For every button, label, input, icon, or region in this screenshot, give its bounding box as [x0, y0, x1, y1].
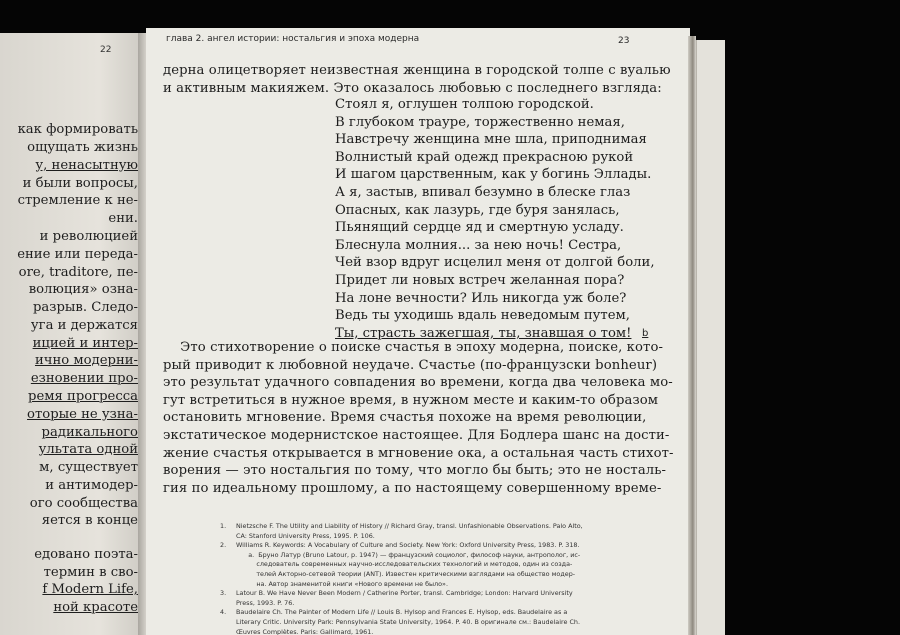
body-line: Это стихотворение о поиске счастья в эпоху модерна, поиске, кото-: [163, 340, 664, 355]
footnote-number: 3.: [220, 589, 227, 598]
footnote-line: [220, 570, 575, 578]
left-text-line: и революцией: [39, 229, 138, 244]
verse-line: Ты, страсть зажегшая, ты, знавшая о том!: [335, 325, 632, 341]
footnote-text: a. Бруно Латур (Bruno Latour, p. 1947) — французский социолог, философ науки, антрополог, ис-: [236, 550, 581, 559]
footnote-line: [220, 599, 294, 607]
footnote-line: [220, 589, 573, 597]
body-line: ворения — это ностальгия по тому, что могло бы быть; это не носталь-: [163, 463, 667, 479]
right-page-number: 23: [618, 36, 630, 46]
left-text-line: и были вопросы,: [22, 176, 138, 191]
verse-line: Волнистый край одежд прекрасною рукой: [335, 149, 634, 165]
footnote-number: 1.: [220, 522, 227, 530]
body-line: рый приводит к любовной неудаче. Счастье (по-французски bonheur): [163, 357, 658, 373]
left-text-line: ично модерни-: [34, 353, 138, 368]
footnote-line: [220, 551, 580, 559]
running-header: глава 2. ангел истории: ностальгия и эпоха модерна: [166, 34, 420, 44]
left-text-line: и антимодер-: [45, 478, 138, 493]
left-text-line: ого сообщества: [29, 496, 138, 511]
footnote-line: [220, 522, 583, 530]
footnote-line: [220, 560, 572, 568]
left-text-line: езновении про-: [30, 371, 138, 386]
left-text-line: стремление к не-: [17, 193, 138, 208]
verse-line: Ведь ты уходишь вдаль неведомым путем,: [335, 308, 630, 324]
body-line: гут встретиться в нужное время, в нужном месте и каким-то образом: [163, 392, 659, 408]
footnote-line: [220, 618, 580, 626]
verse-line: В глубоком трауре, торжественно немая,: [335, 114, 625, 130]
left-text-line: оторые не узна-: [27, 407, 138, 422]
footnote-line: [220, 532, 375, 540]
intro-line: и активным макияжем. Это оказалось любовью с последнего взгляда:: [163, 80, 662, 96]
footnote-line: [220, 580, 448, 588]
body-line: это результат удачного совпадения во времени, когда два человека мо-: [163, 375, 673, 391]
verse-line: Опасных, как лазурь, где буря занялась,: [335, 202, 620, 218]
left-page-number: 22: [100, 45, 112, 55]
left-text-line: ремя прогресса: [28, 389, 138, 404]
left-text-line: разрыв. Следо-: [32, 300, 138, 315]
next-page-edge: [696, 40, 725, 635]
verse-line: Чей взор вдруг исцелил меня от долгой боли,: [335, 255, 655, 271]
verse-line: Стоял я, оглушен толпою городской.: [335, 97, 594, 112]
left-text-line: м, существует: [39, 460, 138, 475]
left-text-line: ной красоте: [53, 600, 138, 615]
body-line: остановить мгновение. Время счастья похоже на время революции,: [163, 410, 647, 426]
left-text-line: уга и держатся: [30, 318, 138, 333]
footnote-number: 4.: [220, 608, 227, 617]
body-line: гия по идеальному прошлому, а по настоящему совершенному време-: [163, 480, 662, 496]
left-text-line: радикального: [41, 425, 138, 440]
left-text-line: ультата одной: [38, 442, 138, 457]
footnote-text: следователь современных научно-исследовательских технологий и методов, один из созда-: [236, 560, 573, 569]
footnote-text: Nietzsche F. The Utility and Liability of History // Richard Gray, transl. Unfashionable Observations. Palo Alto,: [236, 522, 583, 530]
body-line: экстатическое модернистское настоящее. Для Бодлера шанс на дости-: [163, 428, 670, 443]
footnote-text: Baudelaire Ch. The Painter of Modern Life // Louis B. Hylsop and Frances E. Hylsop, eds. Baudelaire as a: [236, 608, 568, 617]
verse-line: Блеснула молния... за нею ночь! Сестра,: [335, 237, 622, 253]
left-text-line: едовано поэта-: [34, 547, 138, 562]
footnote-text: телей Акторно-сетевой теории (ANT). Известен критическими взглядами на общество модер-: [236, 570, 576, 578]
left-text-line: ени.: [108, 211, 138, 226]
right-page: [146, 28, 690, 635]
footnote-line: [220, 628, 373, 635]
left-text-line: ицией и интер-: [32, 336, 138, 351]
footnote-text: Latour B. We Have Never Been Modern / Catherine Porter, transl. Cambridge; London: Harvard University: [236, 589, 573, 598]
verse-line: И шагом царственным, как у богинь Эллады.: [335, 167, 652, 183]
left-text-line: ение или переда-: [17, 247, 138, 262]
footnote-text: на. Автор знаменитой книги «Нового времени не было».: [236, 579, 448, 588]
verse-line: А я, застыв, впивал безумно в блеске глаз: [335, 185, 631, 200]
verse-line: Навстречу женщина мне шла, приподнимая: [335, 132, 647, 148]
footnote-number: 2.: [220, 541, 227, 550]
footnote-text: Œuvres Complètes. Paris: Gallimard, 1961.: [236, 627, 374, 635]
left-text-line: у, ненасытную: [35, 158, 138, 173]
verse-line: Пьянящий сердце яд и смертную усладу.: [335, 220, 624, 236]
footnote-text: Literary Critic. University Park: Pennsylvania State University, 1964. P. 40. В оригинале см.: Baudelaire Ch.: [236, 618, 580, 626]
footnote-line: [220, 608, 567, 616]
left-text-line: ore, traditore, пе-: [18, 265, 138, 280]
footnote-text: Williams R. Keywords: A Vocabulary of Culture and Society. New York: Oxford University Press, 1983. P. 318.: [236, 541, 580, 550]
left-page: [0, 33, 142, 635]
verse-line: Придет ли новых встреч желанная пора?: [335, 273, 625, 288]
footnote-text: Press, 1993. P. 76.: [236, 598, 295, 607]
left-text-line: ощущать жизнь: [27, 140, 138, 155]
left-text-line: термин в сво-: [43, 565, 138, 580]
footnote-text: CA: Stanford University Press, 1995. P. 106.: [236, 531, 375, 540]
footnote-line: [220, 541, 580, 549]
verse-line: На лоне вечности? Иль никогда уж боле?: [335, 290, 627, 306]
left-text-line: яется в конце: [41, 513, 138, 528]
left-text-line: как формировать: [17, 122, 138, 137]
page-edges: [688, 36, 696, 635]
body-line: жение счастья открывается в мгновение ока, а остальная часть стихот-: [163, 445, 674, 461]
margin-mark: b: [642, 328, 649, 339]
left-text-line: волюция» озна-: [28, 282, 138, 297]
intro-line: дерна олицетворяет неизвестная женщина в городской толпе с вуалью: [163, 63, 671, 78]
left-text-line: f Modern Life,: [42, 582, 138, 597]
